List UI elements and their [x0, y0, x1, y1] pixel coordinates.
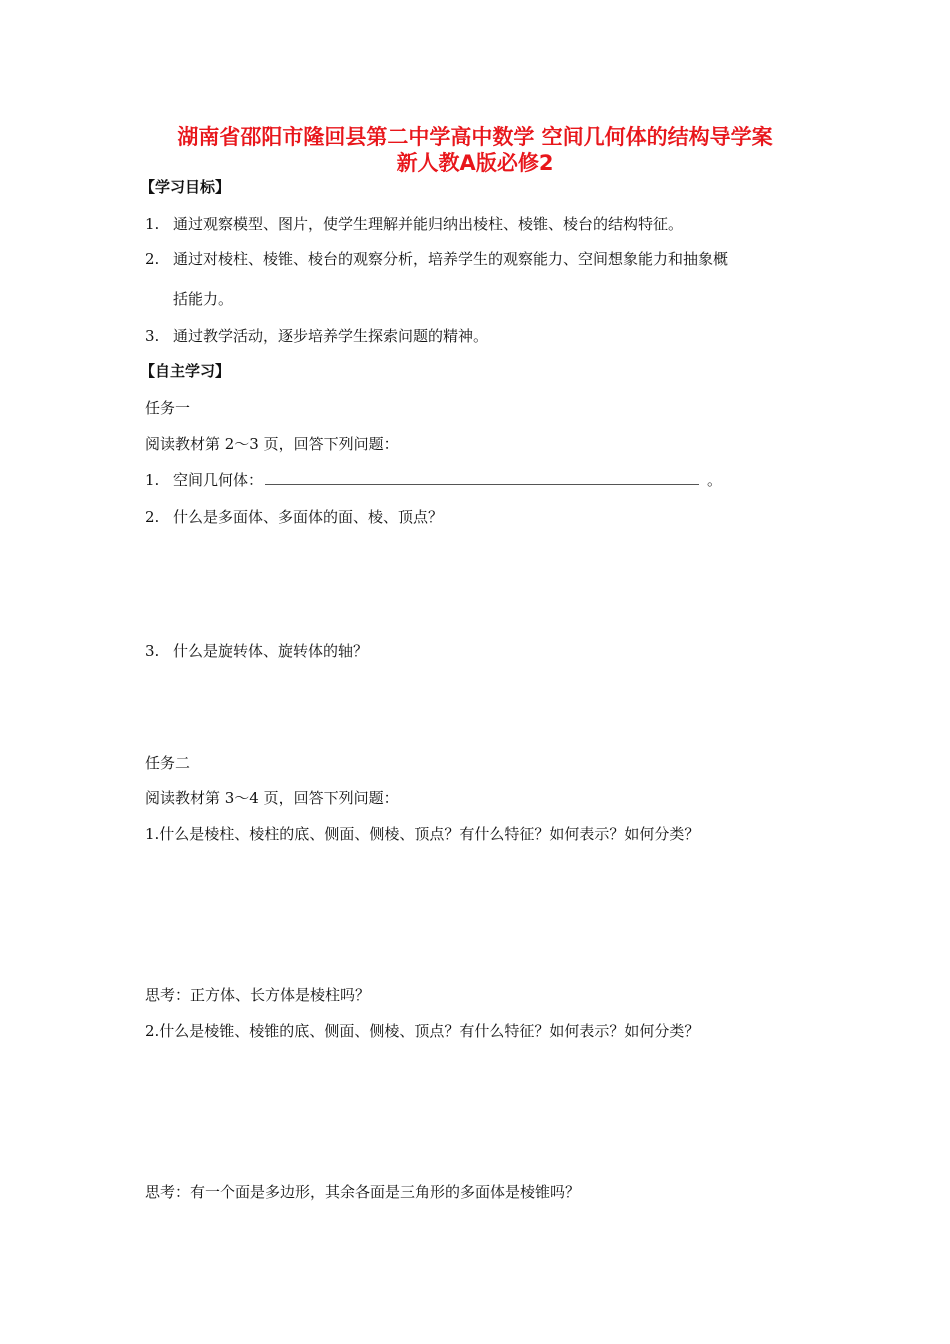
- task2-think-2: 思考：有一个面是多边形，其余各面是三角形的多面体是棱锥吗？: [145, 1183, 581, 1201]
- answer-blank-line[interactable]: [265, 470, 699, 485]
- objective-item-2: [145, 249, 728, 269]
- objective-item-3: [145, 326, 488, 346]
- question-end-mark: 。: [707, 471, 723, 489]
- question-number: 3.: [145, 642, 160, 660]
- task2-question-2: 2.什么是棱锥、棱锥的底、侧面、侧棱、顶点？有什么特征？如何表示？如何分类？: [145, 1022, 700, 1040]
- task1-question-2: [145, 507, 443, 527]
- task2-question-1: 1.什么是棱柱、棱柱的底、侧面、侧棱、顶点？有什么特征？如何表示？如何分类？: [145, 825, 700, 843]
- task1-title: 任务一: [145, 399, 191, 417]
- question-text: 什么是旋转体、旋转体的轴？: [173, 642, 369, 660]
- task1-question-3: [145, 641, 368, 661]
- question-label: 空间几何体：: [173, 471, 264, 489]
- question-number: 1.: [145, 471, 160, 489]
- question-text: 什么是多面体、多面体的面、棱、顶点？: [173, 508, 444, 526]
- task2-intro: 阅读教材第 3～4 页，回答下列问题：: [145, 789, 399, 807]
- doc-title-line-2: 新人教A版必修2: [396, 151, 554, 175]
- objective-number: 3.: [145, 327, 160, 345]
- objective-text: 通过对棱柱、棱锥、棱台的观察分析，培养学生的观察能力、空间想象能力和抽象概: [173, 250, 729, 268]
- task1-question-1: [145, 470, 722, 490]
- doc-title-line-1: 湖南省邵阳市隆回县第二中学高中数学 空间几何体的结构导学案: [177, 125, 773, 149]
- objective-item-2-continuation: 括能力。: [173, 290, 234, 308]
- task2-think-1: 思考：正方体、长方体是棱柱吗？: [145, 986, 371, 1004]
- objective-text: 通过观察模型、图片，使学生理解并能归纳出棱柱、棱锥、棱台的结构特征。: [173, 215, 684, 233]
- self-study-heading: 【自主学习】: [140, 362, 231, 380]
- task1-intro: 阅读教材第 2～3 页，回答下列问题：: [145, 435, 399, 453]
- task2-title: 任务二: [145, 754, 191, 772]
- objective-number: 2.: [145, 250, 160, 268]
- question-number: 2.: [145, 508, 160, 526]
- objective-text: 通过教学活动，逐步培养学生探索问题的精神。: [173, 327, 489, 345]
- objective-item-1: [145, 214, 683, 234]
- objective-number: 1.: [145, 215, 160, 233]
- objectives-heading: 【学习目标】: [140, 178, 231, 196]
